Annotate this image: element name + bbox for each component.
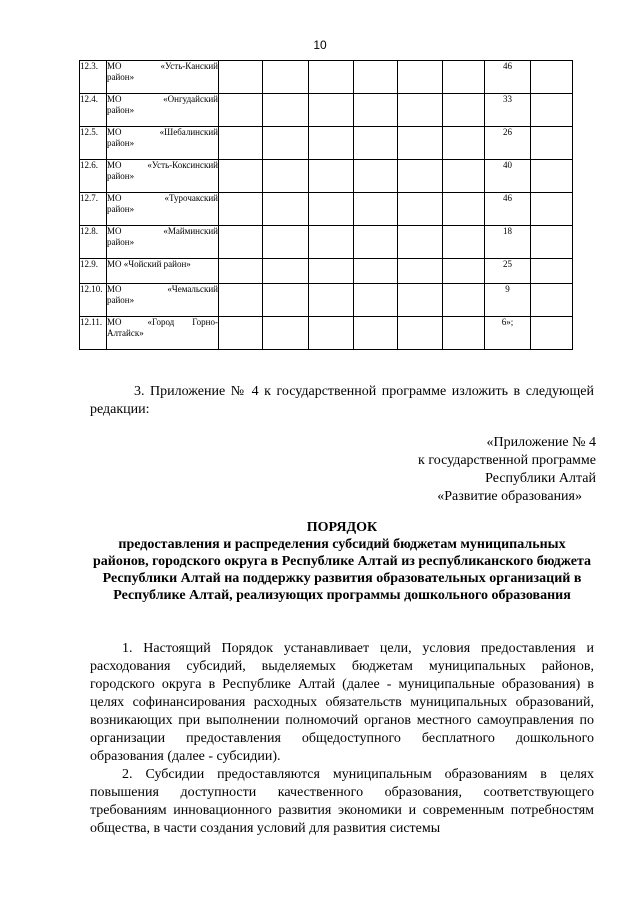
empty-cell [263,94,309,127]
name-prefix: МО [107,94,122,104]
table-row [80,193,573,226]
document-heading [90,519,594,604]
row-number: 12.5. [80,127,107,160]
paragraph-3: 3. Приложение № 4 к государственной программе изложить в следующей редакции: [90,384,594,417]
empty-cell [531,160,573,193]
municipality-name [107,61,219,94]
empty-cell [443,317,485,350]
name-prefix: МО [107,284,122,294]
table-row [80,259,573,284]
table-row [80,160,573,193]
name-main: «Чемальский [167,284,218,294]
value-cell: 25 [485,259,531,284]
name-prefix: МО [107,317,122,327]
empty-cell [263,160,309,193]
empty-cell [531,259,573,284]
empty-cell [443,259,485,284]
empty-cell [443,61,485,94]
annex-line-4: «Развитие образования» [437,489,582,504]
empty-cell [443,193,485,226]
name-rest: район» [107,295,135,305]
table-row [80,127,573,160]
name-main: «Турочакский [164,193,218,203]
empty-cell [219,226,263,259]
value-cell: 33 [485,94,531,127]
empty-cell [531,94,573,127]
empty-cell [354,160,398,193]
empty-cell [309,193,354,226]
row-number: 12.10. [80,284,107,317]
municipality-name [107,94,219,127]
empty-cell [398,226,443,259]
municipality-name [107,259,219,284]
empty-cell [531,317,573,350]
empty-cell [531,61,573,94]
name-main: «Усть-Коксинский [147,160,218,170]
empty-cell [219,127,263,160]
body-paragraph-1: 1. Настоящий Порядок устанавливает цели, условия предоставления и расходования субсидий, выделяемых бюджетам муниципальных районов, городского округа в Республике Алтай (далее - муниципальные образования) в целях софинансирования расходных обязательств муниципальных образований, возникающих при выполнении полномочий органов местного самоуправления по организации предоставления общедоступного бесплатного дошкольного образования (далее - субсидии). [90,641,594,764]
empty-cell [309,160,354,193]
empty-cell [398,284,443,317]
row-number: 12.7. [80,193,107,226]
value-cell: 26 [485,127,531,160]
name-rest: район» [107,138,135,148]
page-number: 10 [313,38,327,52]
table-row [80,94,573,127]
name-rest: район» [107,72,135,82]
name-prefix: МО [107,127,122,137]
empty-cell [309,226,354,259]
name-main: «Город Горно- [147,317,218,327]
empty-cell [219,160,263,193]
value-cell: 6»; [485,317,531,350]
empty-cell [309,127,354,160]
empty-cell [219,259,263,284]
row-number: 12.8. [80,226,107,259]
empty-cell [309,317,354,350]
empty-cell [531,284,573,317]
name-main: «Шебалинский [159,127,218,137]
row-number: 12.4. [80,94,107,127]
name-rest: район» [107,171,135,181]
empty-cell [354,61,398,94]
empty-cell [263,317,309,350]
empty-cell [263,259,309,284]
empty-cell [309,94,354,127]
empty-cell [531,226,573,259]
table-row [80,284,573,317]
empty-cell [443,284,485,317]
value-cell: 18 [485,226,531,259]
value-cell: 40 [485,160,531,193]
empty-cell [398,259,443,284]
annex-header [360,434,596,506]
row-number: 12.9. [80,259,107,284]
empty-cell [354,193,398,226]
empty-cell [219,61,263,94]
name-main: «Онгудайский [163,94,218,104]
name-main: «Майминский [163,226,218,236]
empty-cell [309,61,354,94]
empty-cell [443,160,485,193]
row-number: 12.3. [80,61,107,94]
heading-subtitle: предоставления и распределения субсидий бюджетам муниципальных районов, городского округа в Республике Алтай из республиканского бюджета Республики Алтай на поддержку развития образовательных организаций в Республике Алтай, реализующих программы дошкольного образования [93,537,591,603]
empty-cell [354,259,398,284]
empty-cell [263,284,309,317]
empty-cell [219,284,263,317]
empty-cell [398,127,443,160]
annex-line-2: к государственной программе [418,453,596,468]
table-row [80,226,573,259]
empty-cell [263,226,309,259]
body-paragraph-2: 2. Субсидии предоставляются муниципальным образованиям в целях повышения доступности качественного образования, соответствующего требованиям инновационного развития экономики и современным потребностям общества, в части создания условий для развития системы [90,767,594,836]
empty-cell [354,127,398,160]
municipality-name [107,127,219,160]
municipality-name [107,226,219,259]
row-number: 12.6. [80,160,107,193]
value-cell: 9 [485,284,531,317]
empty-cell [531,127,573,160]
empty-cell [309,284,354,317]
name-main: «Усть-Канский [160,61,218,71]
subsidy-table [79,60,573,350]
empty-cell [398,160,443,193]
row-number: 12.11. [80,317,107,350]
municipality-name [107,193,219,226]
empty-cell [263,61,309,94]
empty-cell [398,193,443,226]
empty-cell [219,317,263,350]
empty-cell [354,226,398,259]
value-cell: 46 [485,193,531,226]
empty-cell [398,94,443,127]
name-prefix: МО [107,226,122,236]
heading-title: ПОРЯДОК [306,520,378,535]
empty-cell [263,127,309,160]
empty-cell [443,94,485,127]
empty-cell [354,284,398,317]
name-prefix: МО [107,160,122,170]
empty-cell [219,193,263,226]
empty-cell [219,94,263,127]
value-cell: 46 [485,61,531,94]
annex-line-3: Республики Алтай [485,471,596,486]
empty-cell [443,127,485,160]
annex-line-1: «Приложение № 4 [486,435,596,450]
body-text [90,640,594,838]
municipality-name [107,160,219,193]
empty-cell [398,61,443,94]
name-prefix: МО «Чойский район» [107,259,191,269]
name-rest: район» [107,105,135,115]
empty-cell [263,193,309,226]
empty-cell [398,317,443,350]
empty-cell [443,226,485,259]
empty-cell [354,94,398,127]
empty-cell [309,259,354,284]
table-row [80,61,573,94]
table-row [80,317,573,350]
empty-cell [531,193,573,226]
name-prefix: МО [107,193,122,203]
empty-cell [354,317,398,350]
municipality-name [107,317,219,350]
name-rest: район» [107,237,135,247]
name-prefix: МО [107,61,122,71]
name-rest: район» [107,204,135,214]
municipality-name [107,284,219,317]
name-rest: Алтайск» [107,328,144,338]
